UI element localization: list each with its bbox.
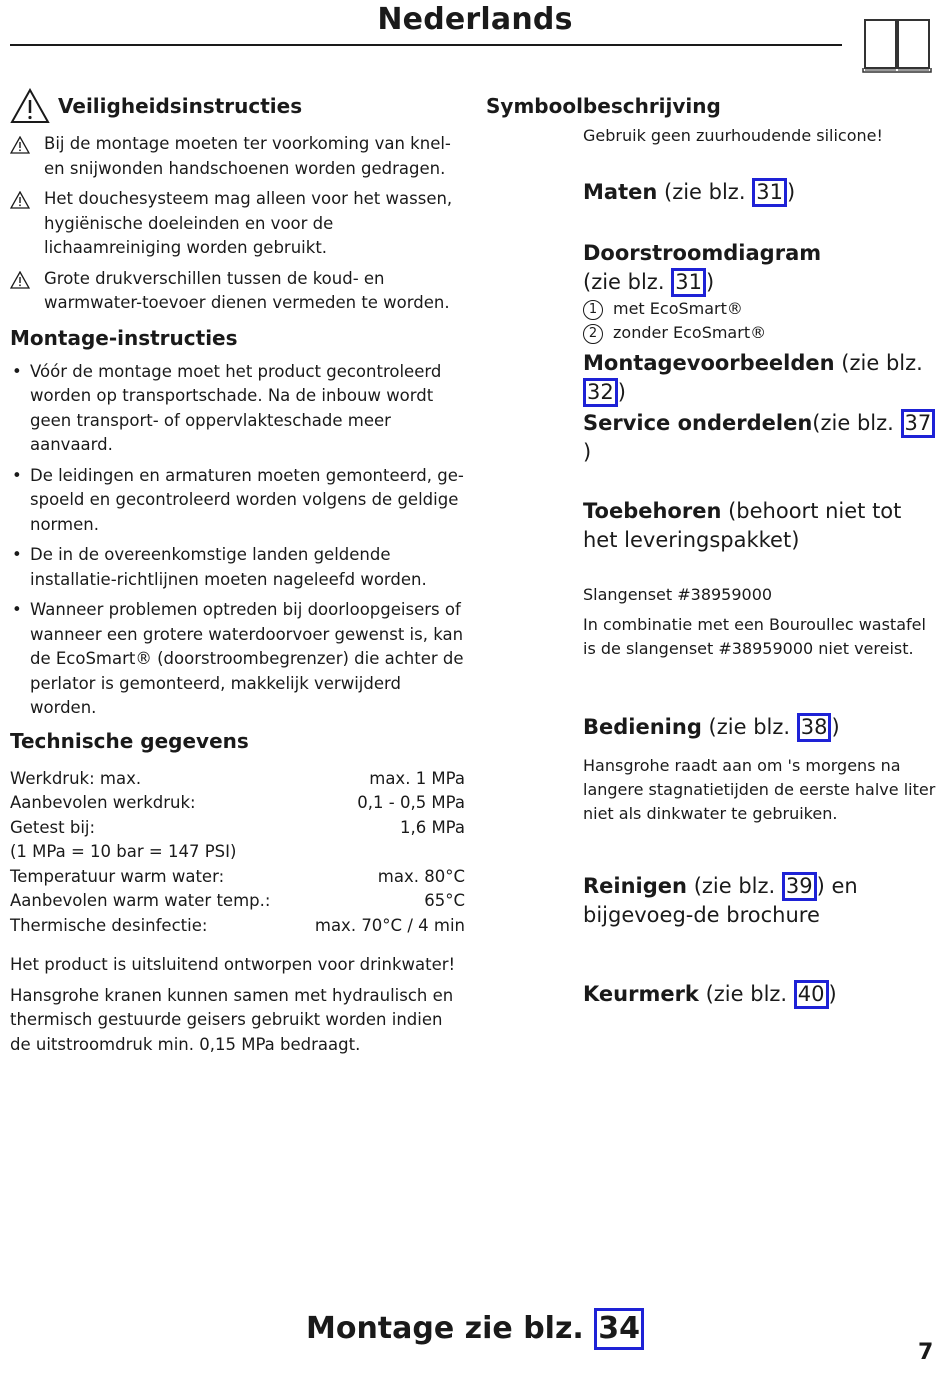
maten-section: Maten (zie blz. 31 ) <box>583 178 941 207</box>
page-link[interactable]: 39 <box>782 872 817 901</box>
montage-item: • Wanneer problemen optreden bij doorloopgeisers of wanneer een grotere waterdoorvoer gewenst is, kan de EcoSmart® (doorstroombegrenzer) die achter de perlator is gemonteerd, makkelijk verwijderd worden. <box>10 598 465 721</box>
examples-section: Montagevoorbeelden (zie blz. 32 ) <box>583 349 941 407</box>
spec-row: Werkdruk: max. max. 1 MPa <box>10 768 465 788</box>
warning-icon <box>10 191 30 209</box>
symbol-heading: Symboolbeschrijving <box>486 94 721 118</box>
safety-item: Grote drukverschillen tussen de koud- en warmwater-toevoer dienen vermeden te worden. <box>10 267 465 316</box>
keurmerk-section: Keurmerk (zie blz. 40 ) <box>583 980 941 1009</box>
warning-icon <box>10 88 50 124</box>
spec-row: Aanbevolen warm water temp.: 65°C <box>10 891 465 910</box>
page-link[interactable]: 40 <box>794 980 829 1009</box>
page-link[interactable]: 34 <box>594 1308 644 1350</box>
accessories-section: Toebehoren (behoort niet tot het leveringspakket) <box>583 499 902 552</box>
symbol-text: Gebruik geen zuurhoudende silicone! <box>583 126 883 145</box>
page-link[interactable]: 37 <box>901 409 936 438</box>
tech-heading: Technische gegevens <box>10 728 249 753</box>
spec-row: Aanbevolen werkdruk: 0,1 - 0,5 MPa <box>10 793 465 812</box>
drinkwater-note: Het product is uitsluitend ontworpen voor drinkwater! <box>10 955 456 974</box>
bediening-section: Bediening (zie blz. 38 ) <box>583 713 941 742</box>
spec-row: (1 MPa = 10 bar = 147 PSI) <box>10 842 237 861</box>
warning-icon <box>10 271 30 289</box>
header-divider <box>10 44 842 46</box>
left-column <box>10 86 465 1057</box>
flow-item: 2 zonder EcoSmart® <box>583 321 941 345</box>
geiser-note: Hansgrohe kranen kunnen samen met hydraulisch en thermisch gestuurde geisers gebruikt worden indien de uitstroomdruk min. 0,15 MPa bedraagt. <box>10 985 454 1054</box>
right-column <box>486 92 941 1009</box>
montage-item: • De leidingen en armaturen moeten gemonteerd, ge-spoeld en gecontroleerd worden volgens de geldige normen. <box>10 464 465 538</box>
montage-item: • De in de overeenkomstige landen geldende installatie-richtlijnen moeten nageleefd worden. <box>10 543 465 592</box>
service-section: Service onderdelen(zie blz. 37) <box>583 409 941 467</box>
spec-table <box>10 767 465 939</box>
accessory-note: In combinatie met een Bouroullec wastafel is de slangenset #38959000 niet vereist. <box>583 615 926 658</box>
page-number: 7 <box>918 1340 934 1365</box>
footer-montage-ref: Montage zie blz. 34 <box>0 1308 950 1350</box>
circled-number: 2 <box>583 324 603 344</box>
warning-icon <box>10 136 30 154</box>
book-icon <box>862 16 932 74</box>
page-link[interactable]: 31 <box>752 178 787 207</box>
circled-number: 1 <box>583 300 603 320</box>
page-link[interactable]: 32 <box>583 378 618 407</box>
safety-heading <box>10 86 465 126</box>
reinigen-section: Reinigen (zie blz. 39 ) en bijgevoeg-de brochure <box>583 874 858 927</box>
spec-row: Temperatuur warm water: max. 80°C <box>10 866 465 886</box>
safety-item: Bij de montage moeten ter voorkoming van knel- en snijwonden handschoenen worden gedragen. <box>10 132 465 181</box>
montage-item: • Vóór de montage moet het product gecontroleerd worden op transportschade. Na de inbouw wordt geen transport- of oppervlakteschade meer aanvaard. <box>10 360 465 458</box>
spec-row: Thermische desinfectie: max. 70°C / 4 min <box>10 915 465 935</box>
flow-item: 1 met EcoSmart® <box>583 297 941 321</box>
montage-heading: Montage-instructies <box>10 325 238 350</box>
page-title: Nederlands <box>377 2 573 37</box>
bediening-text: Hansgrohe raadt aan om 's morgens na langere stagnatietijden de eerste halve liter niet als dinkwater te gebruiken. <box>583 756 936 823</box>
safety-item: Het douchesysteem mag alleen voor het wassen, hygiënische doeleinden en voor de lichaamreiniging worden gebruikt. <box>10 187 465 261</box>
accessory-item: Slangenset #38959000 <box>583 585 773 604</box>
spec-row: Getest bij: 1,6 MPa <box>10 817 465 837</box>
safety-title: Veiligheidsinstructies <box>58 94 303 118</box>
flow-section: Doorstroomdiagram (zie blz. 31 ) <box>583 239 941 297</box>
page-link[interactable]: 31 <box>671 268 706 297</box>
page-link[interactable]: 38 <box>797 713 832 742</box>
